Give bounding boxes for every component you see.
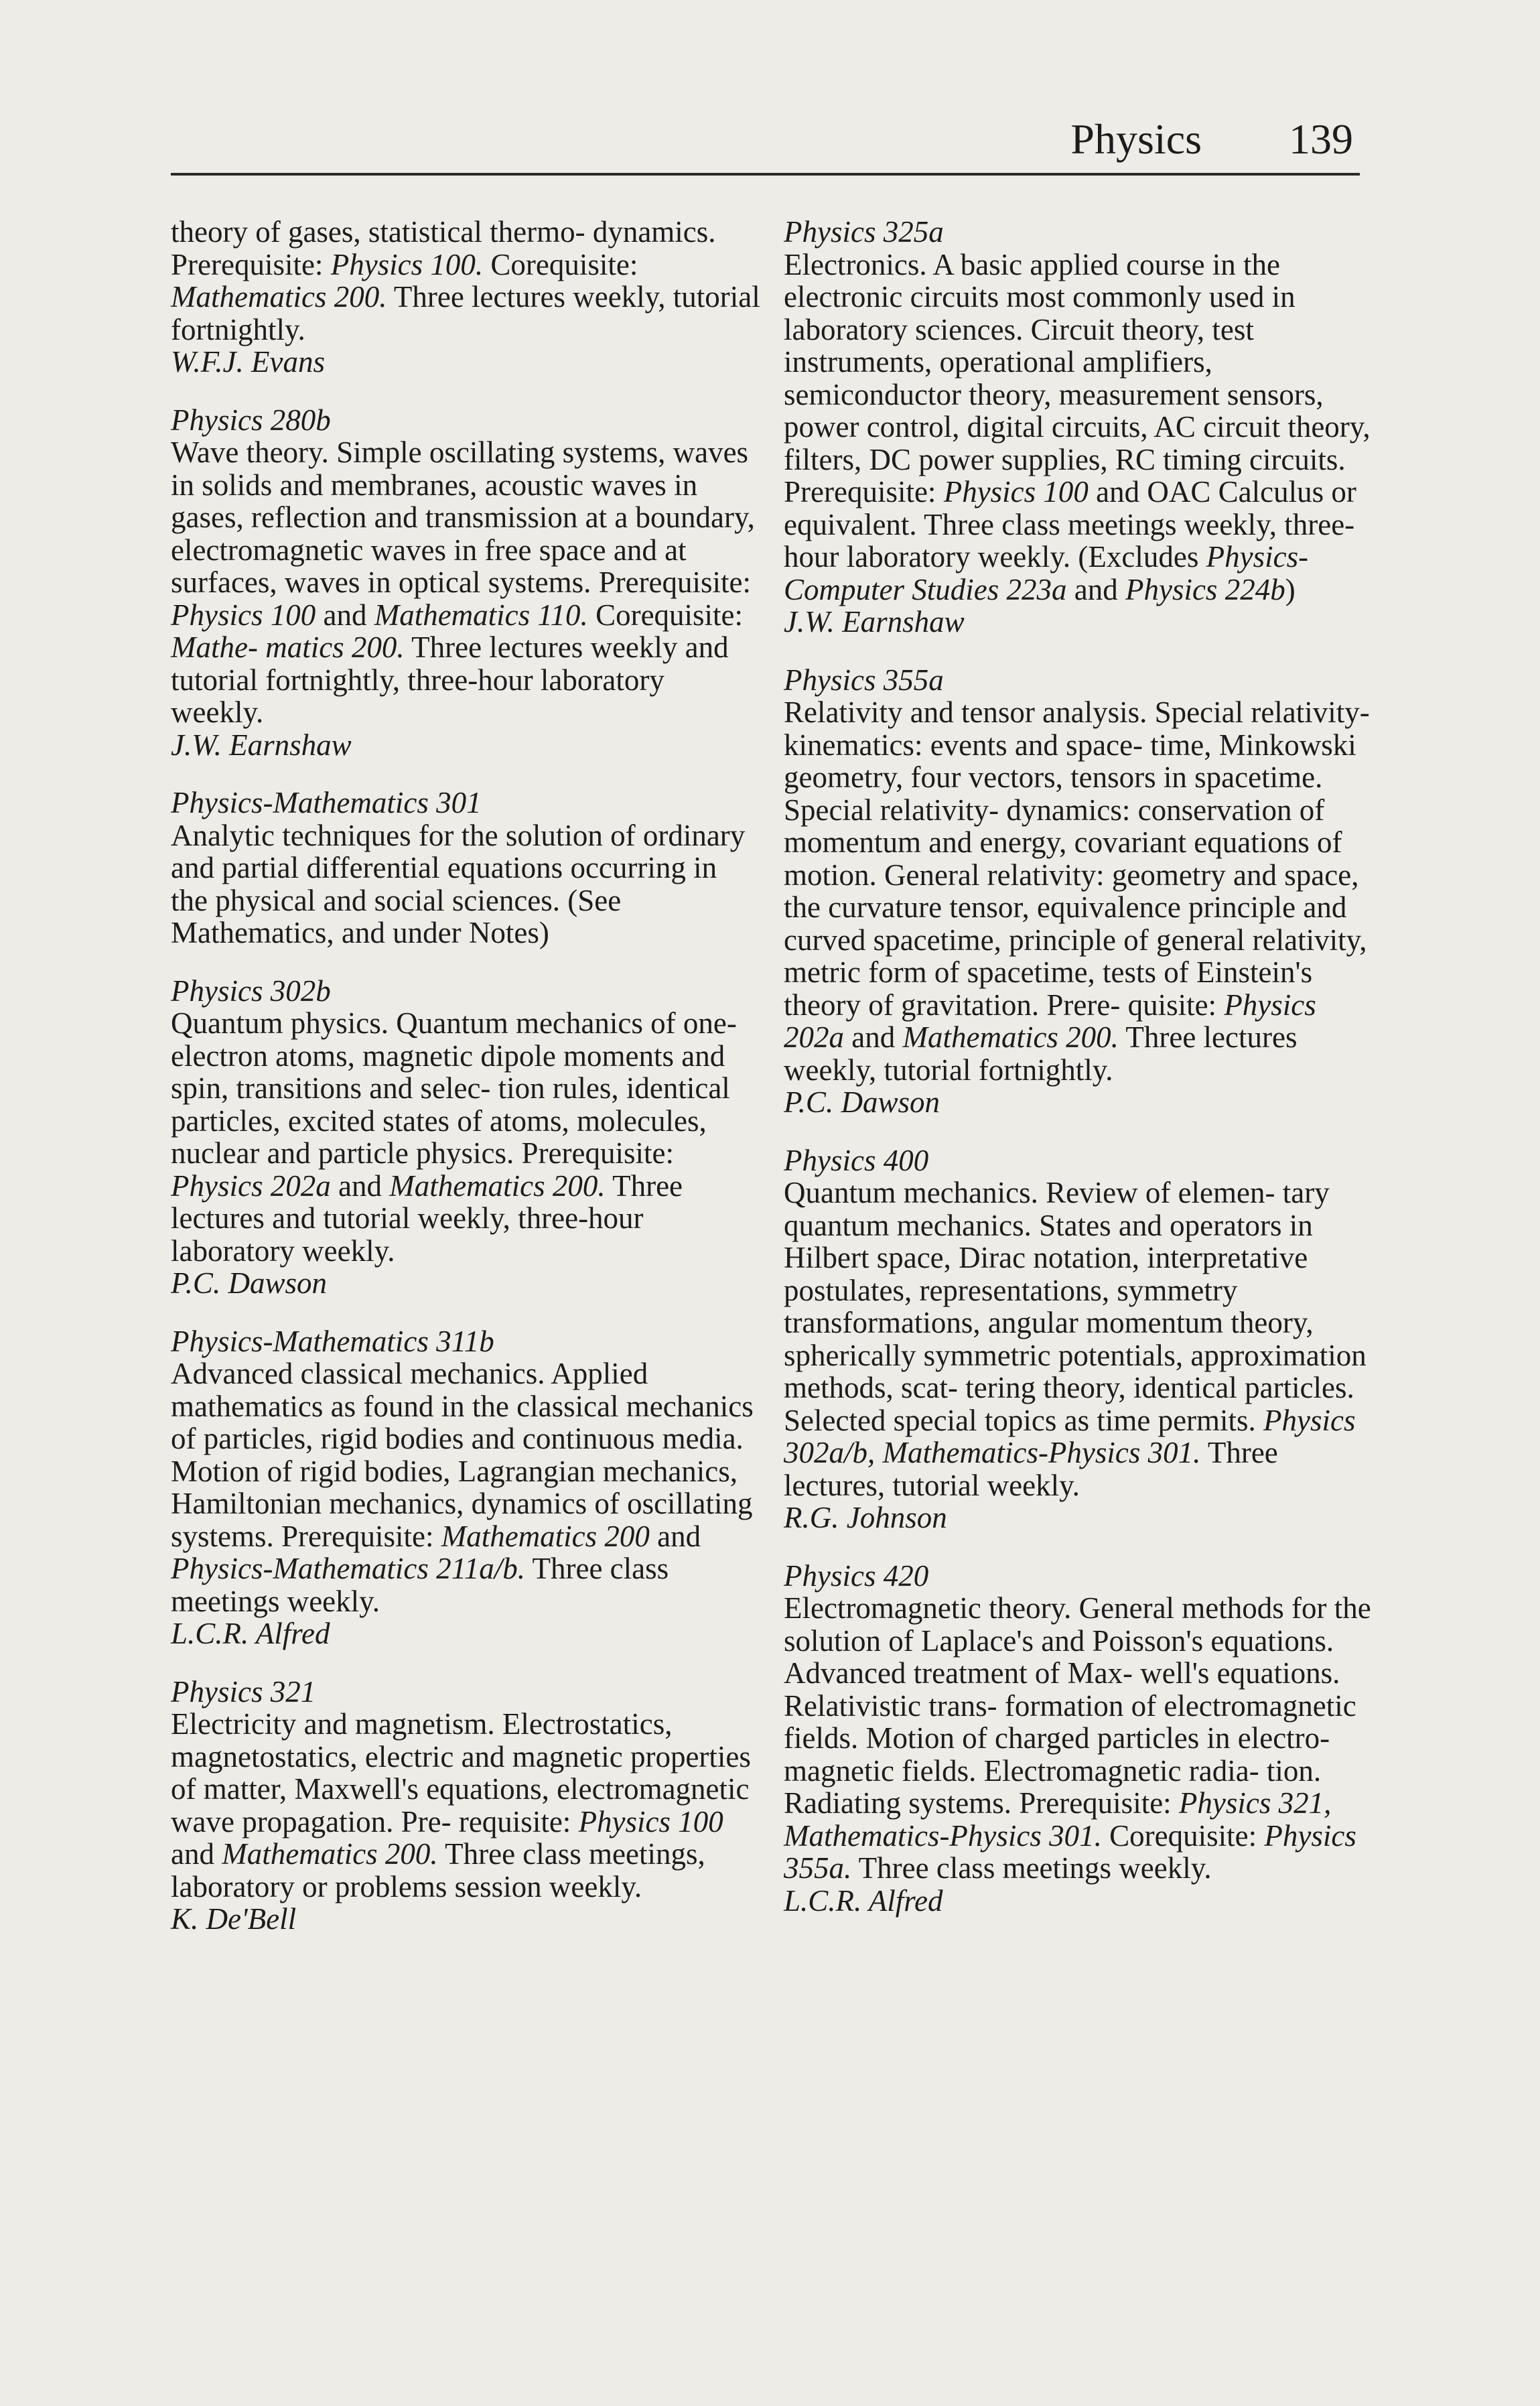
course-instructor: L.C.R. Alfred — [784, 1883, 943, 1918]
course-title: Physics 302b — [171, 974, 331, 1008]
course-entry — [784, 1560, 1373, 1918]
course-instructor: R.G. Johnson — [784, 1501, 947, 1534]
running-head — [938, 113, 1353, 166]
course-entry — [784, 216, 1373, 639]
course-description: Advanced classical mechanics. Applied mathematics as found in the classical mechanics of particles, rigid bodies and continuous media. Motion of rigid bodies, Lagrangian mechanics, Hamiltonian mechanics, dynamics of oscillating systems. Prerequisite: Mathematics 200 and Physics-Mathematics 211a/b. Three class meetings weekly. — [171, 1357, 754, 1618]
course-description: Analytic techniques for the solution of ordinary and partial differential equations occurring in the physical and social sciences. (See Mathematics, and under Notes) — [171, 818, 746, 949]
course-description: Quantum mechanics. Review of elemen- tary quantum mechanics. States and operators in Hilbert space, Dirac notation, interpretative postulates, representations, symmetry transformations, angular momentum theory, spherically symmetric potentials, approximation methods, scat- tering theory, identical particles. Selected special topics as time permits. Physics 302a/b, Mathematics-Physics 301. Three lectures, tutorial weekly. — [784, 1176, 1367, 1502]
course-instructor: K. De'Bell — [171, 1902, 297, 1936]
course-title: Physics 400 — [784, 1143, 929, 1177]
course-description: Quantum physics. Quantum mechanics of one-electron atoms, magnetic dipole moments and spin, transitions and selec- tion rules, identical particles, excited states of atoms, molecules, nuclear and particle physics. Prerequisite: Physics 202a and Mathematics 200. Three lectures and tutorial weekly, three-hour laboratory weekly. — [171, 1006, 737, 1268]
left-column — [171, 216, 760, 1961]
course-instructor: L.C.R. Alfred — [171, 1617, 330, 1650]
course-title: Physics 325a — [784, 215, 944, 249]
course-title: Physics 280b — [171, 403, 331, 437]
course-description: Electronics. A basic applied course in the electronic circuits most commonly used in laboratory sciences. Circuit theory, test instruments, operational amplifiers, semiconductor theory, measurement sensors, power control, digital circuits, AC circuit theory, filters, DC power supplies, RC timing circuits. Prerequisite: Physics 100 and OAC Calculus or equivalent. Three class meetings weekly, three-hour laboratory weekly. (Excludes Physics-Computer Studies 223a and Physics 224b) — [784, 247, 1371, 606]
course-entry — [171, 1676, 760, 1936]
course-entry — [171, 787, 760, 949]
course-entry — [784, 1144, 1373, 1534]
course-description: Electromagnetic theory. General methods for the solution of Laplace's and Poisson's equations. Advanced treatment of Max- well's equations. Relativistic trans- formation of electromagnetic fields. Motion of charged particles in electro- magnetic fields. Electromagnetic radia- tion. Radiating systems. Prerequisite: Physics 321, Mathematics-Physics 301. Corequisite: Physics 355a. Three class meetings weekly. — [784, 1591, 1371, 1885]
page-number: 139 — [1289, 115, 1353, 163]
right-column — [784, 216, 1373, 1942]
course-description: Wave theory. Simple oscillating systems, waves in solids and membranes, acoustic waves in gases, reflection and transmission at a boundary, electromagnetic waves in free space and at surfaces, waves in optical systems. Prerequisite: Physics 100 and Mathematics 110. Corequisite: Mathe- matics 200. Three lectures weekly and tutorial fortnightly, three-hour laboratory weekly. — [171, 436, 755, 729]
course-title: Physics-Mathematics 301 — [171, 786, 482, 819]
course-title: Physics 321 — [171, 1674, 316, 1709]
section-title: Physics — [1070, 115, 1202, 163]
header-rule — [171, 173, 1360, 176]
course-instructor: J.W. Earnshaw — [171, 728, 352, 762]
course-instructor: P.C. Dawson — [171, 1266, 327, 1300]
course-title: Physics-Mathematics 311b — [171, 1324, 494, 1358]
course-title: Physics 420 — [784, 1558, 929, 1593]
course-entry — [171, 975, 760, 1300]
course-instructor: W.F.J. Evans — [171, 345, 325, 379]
course-description: Electricity and magnetism. Electrostatics, magnetostatics, electric and magnetic properties of matter, Maxwell's equations, electromagnetic wave propagation. Pre- requisite: Physics 100 and Mathematics 200. Three class meetings, laboratory or problems session weekly. — [171, 1707, 751, 1903]
course-instructor: J.W. Earnshaw — [784, 605, 965, 639]
course-description: theory of gases, statistical thermo- dynamics. Prerequisite: Physics 100. Corequisite: Mathematics 200. Three lectures weekly, tutorial fortnightly. — [171, 215, 760, 346]
course-instructor: P.C. Dawson — [784, 1085, 940, 1119]
course-description: Relativity and tensor analysis. Special relativity-kinematics: events and space- time, Minkowski geometry, four vectors, tensors in spacetime. Special relativity- dynamics: conservation of momentum and energy, covariant equations of motion. General relativity: geometry and space, the curvature tensor, equivalence principle and curved spacetime, principle of general relativity, metric form of spacetime, tests of Einstein's theory of gravitation. Prere- quisite: Physics 202a and Mathematics 200. Three lectures weekly, tutorial fortnightly. — [784, 695, 1370, 1087]
course-title: Physics 355a — [784, 663, 944, 697]
course-entry — [171, 216, 760, 379]
course-entry — [171, 404, 760, 762]
course-entry — [171, 1325, 760, 1650]
course-entry — [784, 664, 1373, 1119]
